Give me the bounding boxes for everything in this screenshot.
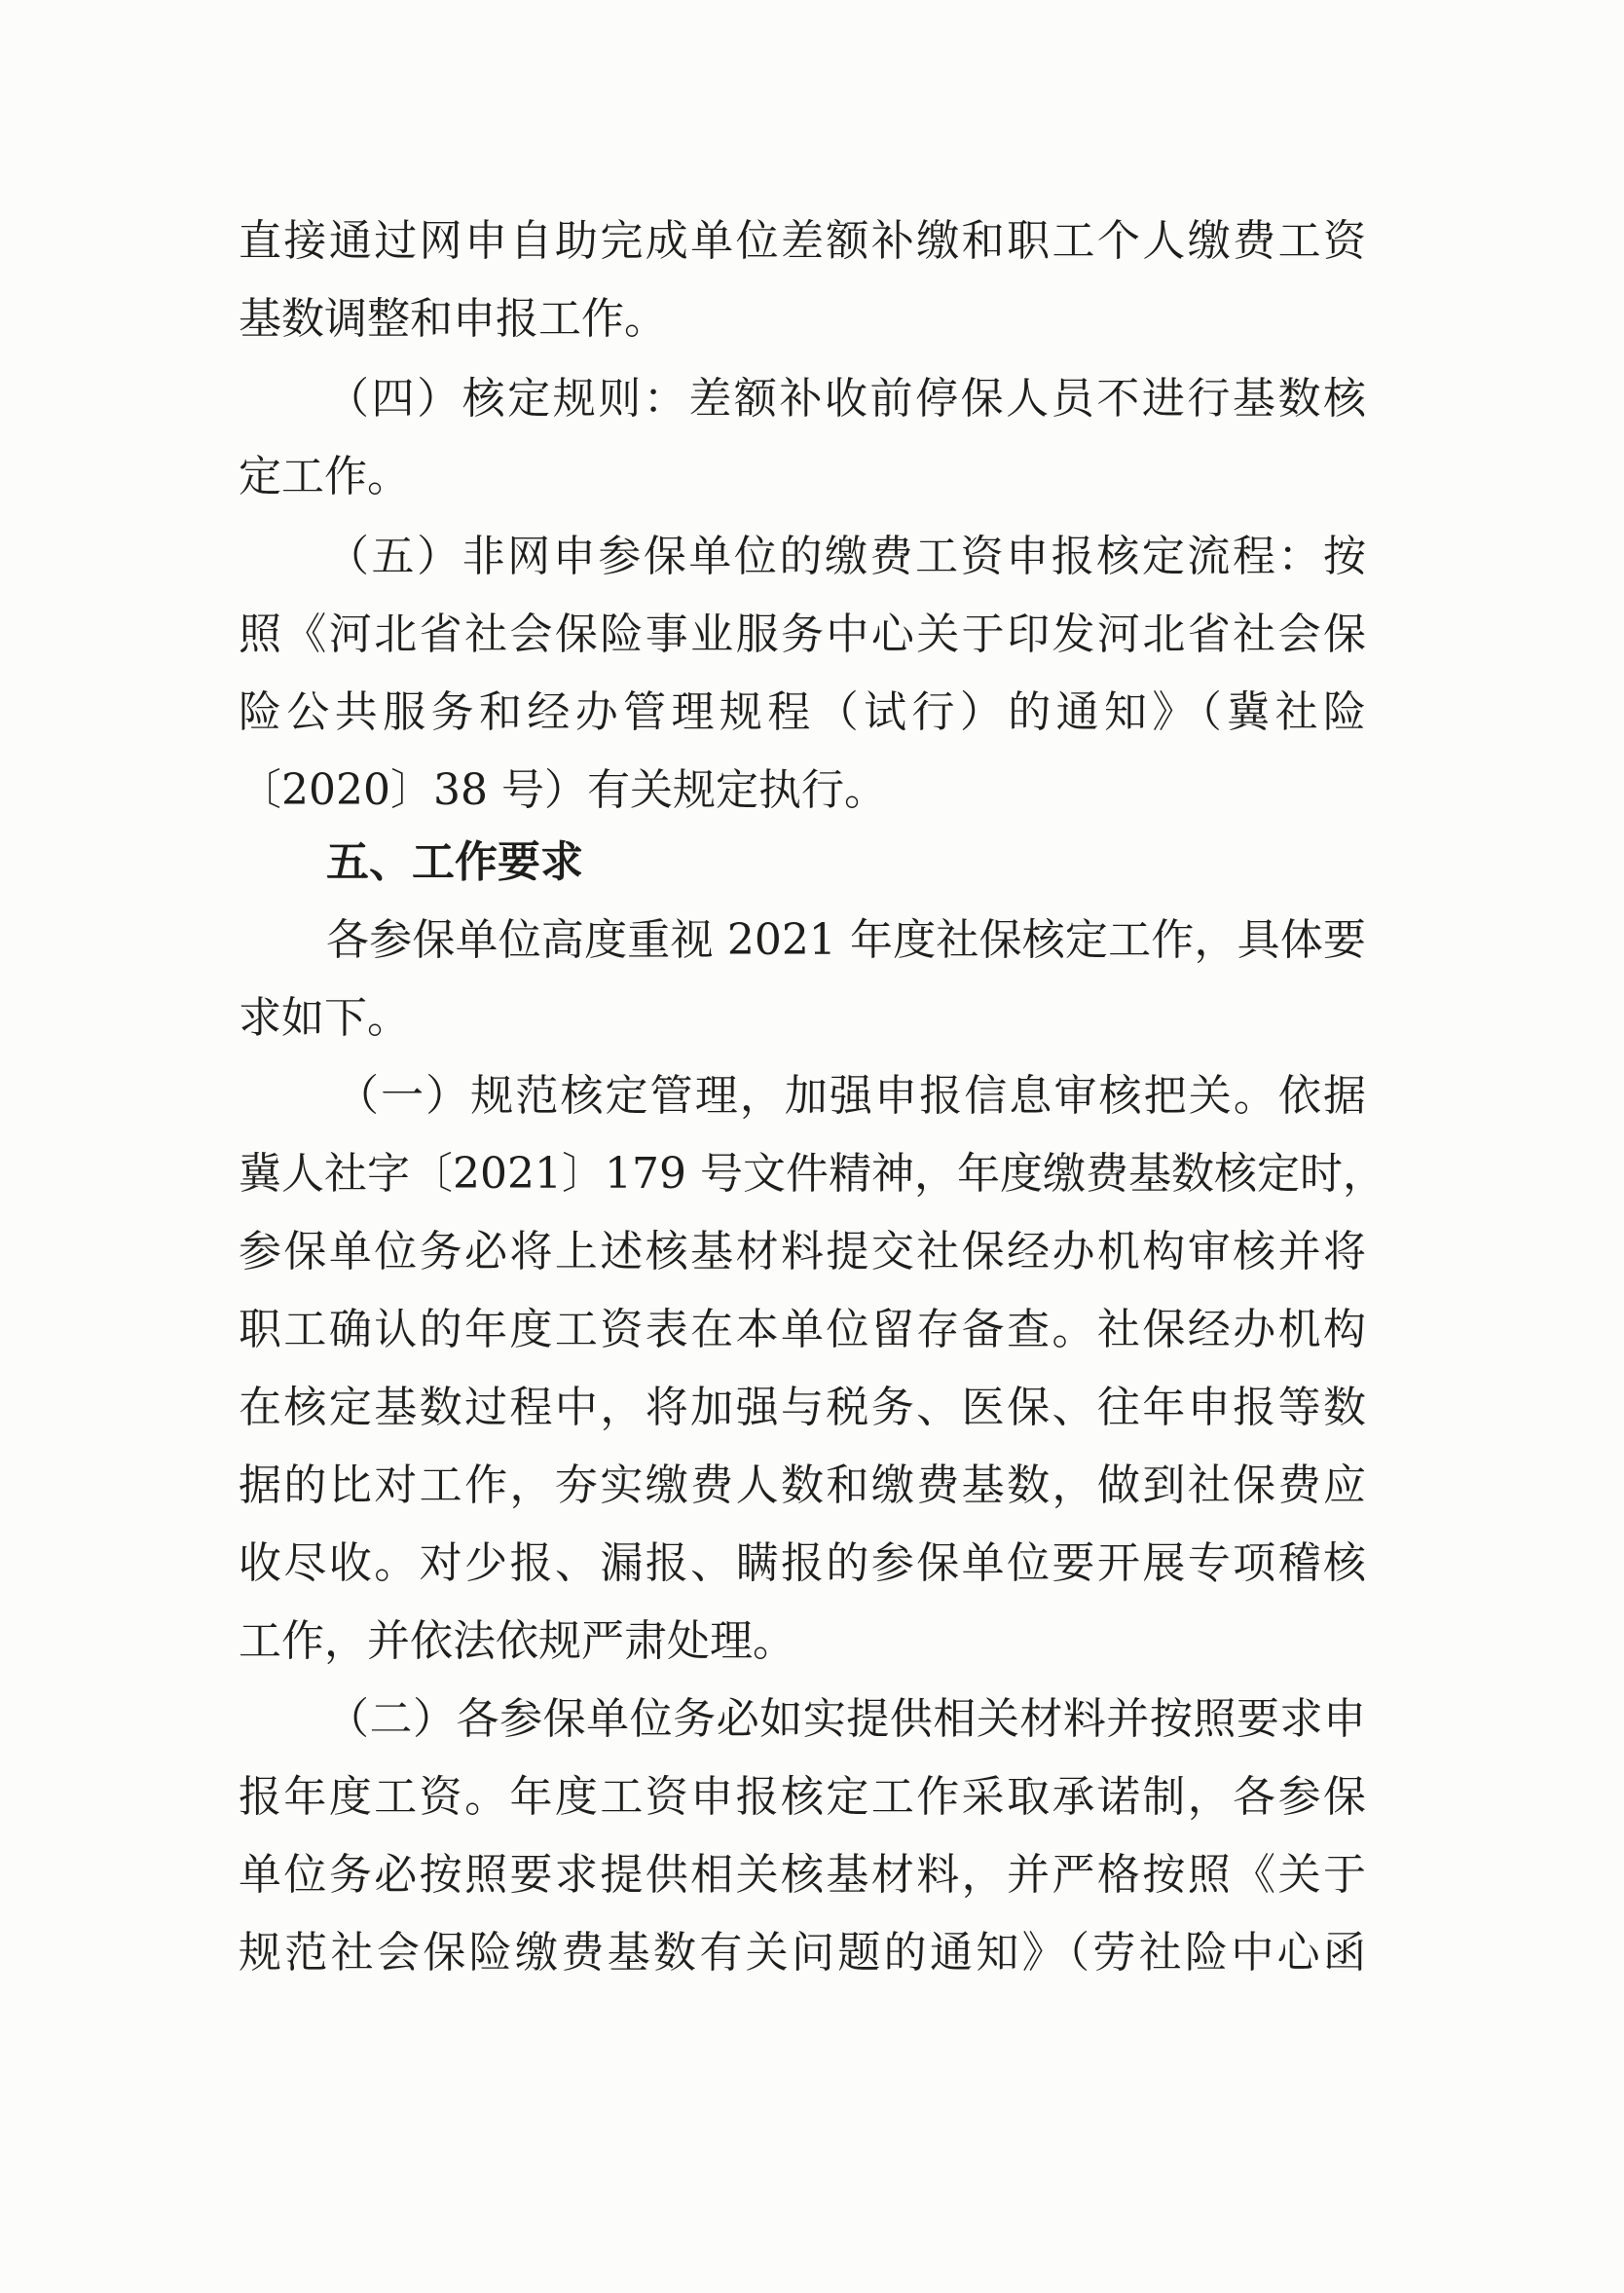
text-line: 〔2020〕38 号）有关规定执行。	[239, 765, 887, 815]
text-line: 各参保单位高度重视 2021 年度社保核定工作，具体要	[326, 915, 1366, 965]
text-line: 照《河北省社会保险事业服务中心关于印发河北省社会保	[239, 610, 1366, 659]
text-line: （一）规范核定管理，加强申报信息审核把关。依据	[336, 1071, 1366, 1121]
text-line: 收尽收。对少报、漏报、瞒报的参保单位要开展专项稽核	[239, 1538, 1366, 1588]
text-line: 求如下。	[239, 993, 410, 1043]
text-line: （四）核定规则：差额补收前停保人员不进行基数核	[326, 374, 1366, 424]
text-line: 报年度工资。年度工资申报核定工作采取承诺制，各参保	[239, 1772, 1366, 1822]
text-line: 据的比对工作，夯实缴费人数和缴费基数，做到社保费应	[239, 1461, 1366, 1510]
text-line: 冀人社字〔2021〕179 号文件精神，年度缴费基数核定时，	[239, 1149, 1385, 1199]
text-line: 险公共服务和经办管理规程（试行）的通知》（冀社险	[239, 687, 1366, 737]
text-line: 基数调整和申报工作。	[239, 294, 667, 344]
text-line: （五）非网申参保单位的缴费工资申报核定流程：按	[326, 532, 1366, 581]
text-line: 单位务必按照要求提供相关核基材料，并严格按照《关于	[239, 1850, 1366, 1900]
text-line: 在核定基数过程中，将加强与税务、医保、往年申报等数	[239, 1383, 1366, 1432]
text-line: 工作，并依法依规严肃处理。	[239, 1616, 795, 1666]
text-line: （二）各参保单位务必如实提供相关材料并按照要求申	[326, 1694, 1366, 1744]
text-line: 定工作。	[239, 452, 410, 501]
text-line: 直接通过网申自助完成单位差额补缴和职工个人缴费工资	[239, 216, 1366, 266]
text-line: 职工确认的年度工资表在本单位留存备查。社保经办机构	[239, 1305, 1366, 1354]
text-line: 参保单位务必将上述核基材料提交社保经办机构审核并将	[239, 1227, 1366, 1276]
section-heading: 五、工作要求	[326, 837, 583, 887]
text-line: 规范社会保险缴费基数有关问题的通知》（劳社险中心函	[239, 1928, 1366, 1978]
